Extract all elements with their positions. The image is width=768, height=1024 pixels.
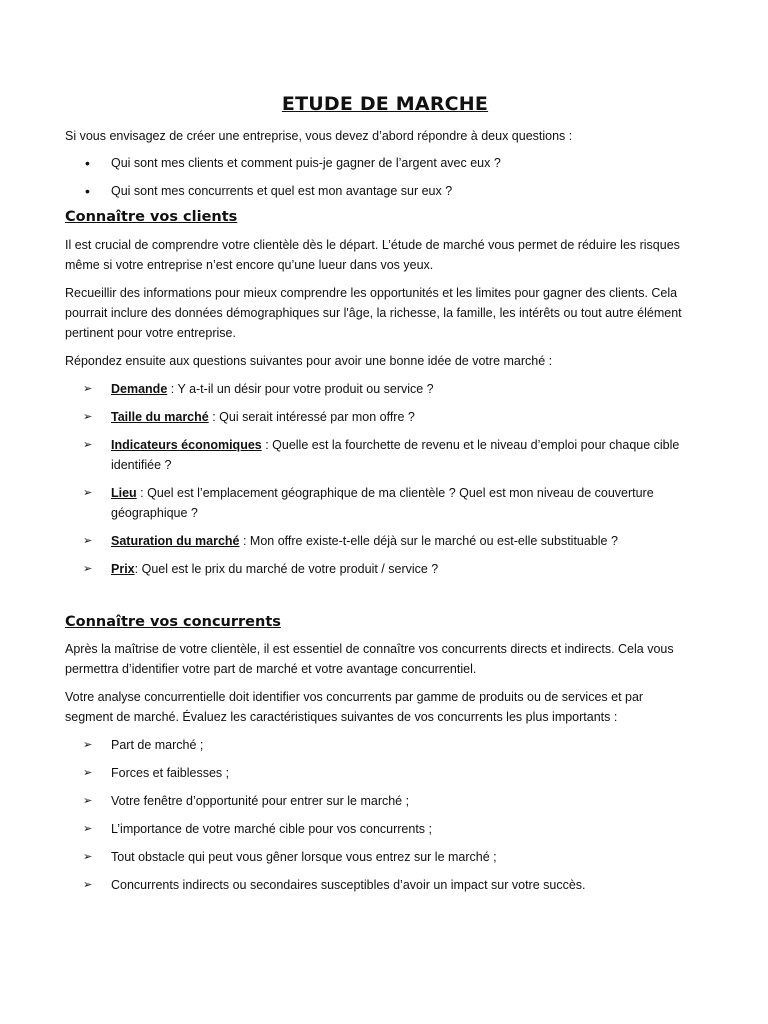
document-page bbox=[65, 90, 705, 895]
market-question-item bbox=[65, 407, 705, 427]
question-separator: : bbox=[167, 382, 178, 396]
characteristic-text: Votre fenêtre d’opportunité pour entrer sur le marché ; bbox=[111, 794, 410, 808]
clients-p2-line-1: Recueillir des informations pour mieux comprendre les opportunités et les limites pour gagner des clients. Cela bbox=[65, 286, 678, 300]
question-term: Saturation du marché bbox=[111, 534, 240, 548]
arrow-bullet-icon: ➢ bbox=[83, 439, 93, 451]
question-text: Quelle est la fourchette de revenu et le niveau d’emploi pour chaque cible bbox=[272, 438, 680, 452]
question-text: Quel est le prix du marché de votre produit / service ? bbox=[141, 562, 439, 576]
characteristic-text: Forces et faiblesses ; bbox=[111, 766, 230, 780]
question-separator: : bbox=[261, 438, 273, 452]
clients-p1-line-2: même si votre entreprise n’est encore qu’une lueur dans vos yeux. bbox=[65, 258, 434, 272]
clients-paragraph-3: Répondez ensuite aux questions suivantes pour avoir une bonne idée de votre marché : bbox=[65, 354, 553, 368]
intro-bullet-item: • Qui sont mes concurrents et quel est mon avantage sur eux ? bbox=[65, 181, 705, 201]
clients-p2-line-2: pourrait inclure des données démographiques sur l'âge, la richesse, la famille, les intérêts ou tout autre élément bbox=[65, 306, 682, 320]
arrow-bullet-icon: ➢ bbox=[83, 535, 93, 547]
market-question-item bbox=[65, 435, 705, 475]
competitors-paragraph-1 bbox=[65, 639, 705, 679]
arrow-bullet-icon: ➢ bbox=[83, 563, 93, 575]
arrow-bullet-icon: ➢ bbox=[83, 739, 93, 751]
competitors-paragraph-2 bbox=[65, 687, 705, 727]
characteristic-text: Tout obstacle qui peut vous gêner lorsque vous entrez sur le marché ; bbox=[111, 850, 497, 864]
question-text: Qui serait intéressé par mon offre ? bbox=[219, 410, 415, 424]
market-question-item bbox=[65, 531, 705, 551]
question-term: Lieu bbox=[111, 486, 137, 500]
arrow-bullet-icon: ➢ bbox=[83, 879, 93, 891]
question-separator: : bbox=[134, 562, 142, 576]
question-text: Y a-t-il un désir pour votre produit ou service ? bbox=[177, 382, 434, 396]
competitors-p1-line-1: Après la maîtrise de votre clientèle, il est essentiel de connaître vos concurrents directs et indirects. Cela vous bbox=[65, 642, 674, 656]
market-question-item bbox=[65, 559, 705, 579]
competitors-p1-line-2: permettra d’identifier votre part de marché et votre avantage concurrentiel. bbox=[65, 662, 477, 676]
question-text: Quel est l’emplacement géographique de ma clientèle ? Quel est mon niveau de couverture bbox=[147, 486, 654, 500]
question-term: Demande bbox=[111, 382, 168, 396]
arrow-bullet-icon: ➢ bbox=[83, 823, 93, 835]
section-heading-clients: Connaître vos clients bbox=[65, 209, 238, 225]
question-text-continued: géographique ? bbox=[111, 506, 198, 520]
characteristic-item bbox=[65, 847, 705, 867]
arrow-bullet-icon: ➢ bbox=[83, 487, 93, 499]
question-separator: : bbox=[239, 534, 250, 548]
characteristic-text: Part de marché ; bbox=[111, 738, 204, 752]
question-text: Mon offre existe-t-elle déjà sur le marché ou est-elle substituable ? bbox=[249, 534, 618, 548]
characteristic-item bbox=[65, 735, 705, 755]
characteristic-item bbox=[65, 763, 705, 783]
intro-bullet-list bbox=[65, 153, 705, 201]
arrow-bullet-icon: ➢ bbox=[83, 767, 93, 779]
question-term: Prix bbox=[111, 562, 135, 576]
market-questions-list bbox=[65, 379, 705, 579]
document-title: ETUDE DE MARCHE bbox=[281, 93, 489, 115]
question-term: Indicateurs économiques bbox=[111, 438, 262, 452]
characteristic-item bbox=[65, 791, 705, 811]
intro-bullet-item: • Qui sont mes clients et comment puis-je gagner de l’argent avec eux ? bbox=[65, 153, 705, 173]
characteristic-text: Concurrents indirects ou secondaires susceptibles d’avoir un impact sur votre succès. bbox=[111, 878, 586, 892]
market-question-item bbox=[65, 483, 705, 523]
clients-p1-line-1: Il est crucial de comprendre votre clientèle dès le départ. L’étude de marché vous permet de réduire les risques bbox=[65, 238, 680, 252]
arrow-bullet-icon: ➢ bbox=[83, 383, 93, 395]
market-question-item bbox=[65, 379, 705, 399]
competitor-characteristics-list bbox=[65, 735, 705, 895]
competitors-p2-line-1: Votre analyse concurrentielle doit identifier vos concurrents par gamme de produits ou de services et par bbox=[65, 690, 644, 704]
intro-paragraph: Si vous envisagez de créer une entreprise, vous devez d’abord répondre à deux questions : bbox=[65, 129, 573, 143]
arrow-bullet-icon: ➢ bbox=[83, 411, 93, 423]
question-separator: : bbox=[136, 486, 148, 500]
question-term: Taille du marché bbox=[111, 410, 209, 424]
competitors-p2-line-2: segment de marché. Évaluez les caractéristiques suivantes de vos concurrents les plus importants : bbox=[65, 710, 618, 724]
question-text-continued: identifiée ? bbox=[111, 458, 172, 472]
clients-paragraph-2 bbox=[65, 283, 705, 343]
question-separator: : bbox=[208, 410, 220, 424]
characteristic-text: L’importance de votre marché cible pour vos concurrents ; bbox=[111, 822, 432, 836]
characteristic-item bbox=[65, 819, 705, 839]
clients-paragraph-1 bbox=[65, 235, 705, 275]
clients-p2-line-3: pertinent pour votre entreprise. bbox=[65, 326, 236, 340]
arrow-bullet-icon: ➢ bbox=[83, 795, 93, 807]
section-heading-competitors: Connaître vos concurrents bbox=[65, 614, 281, 630]
arrow-bullet-icon: ➢ bbox=[83, 851, 93, 863]
characteristic-item bbox=[65, 875, 705, 895]
